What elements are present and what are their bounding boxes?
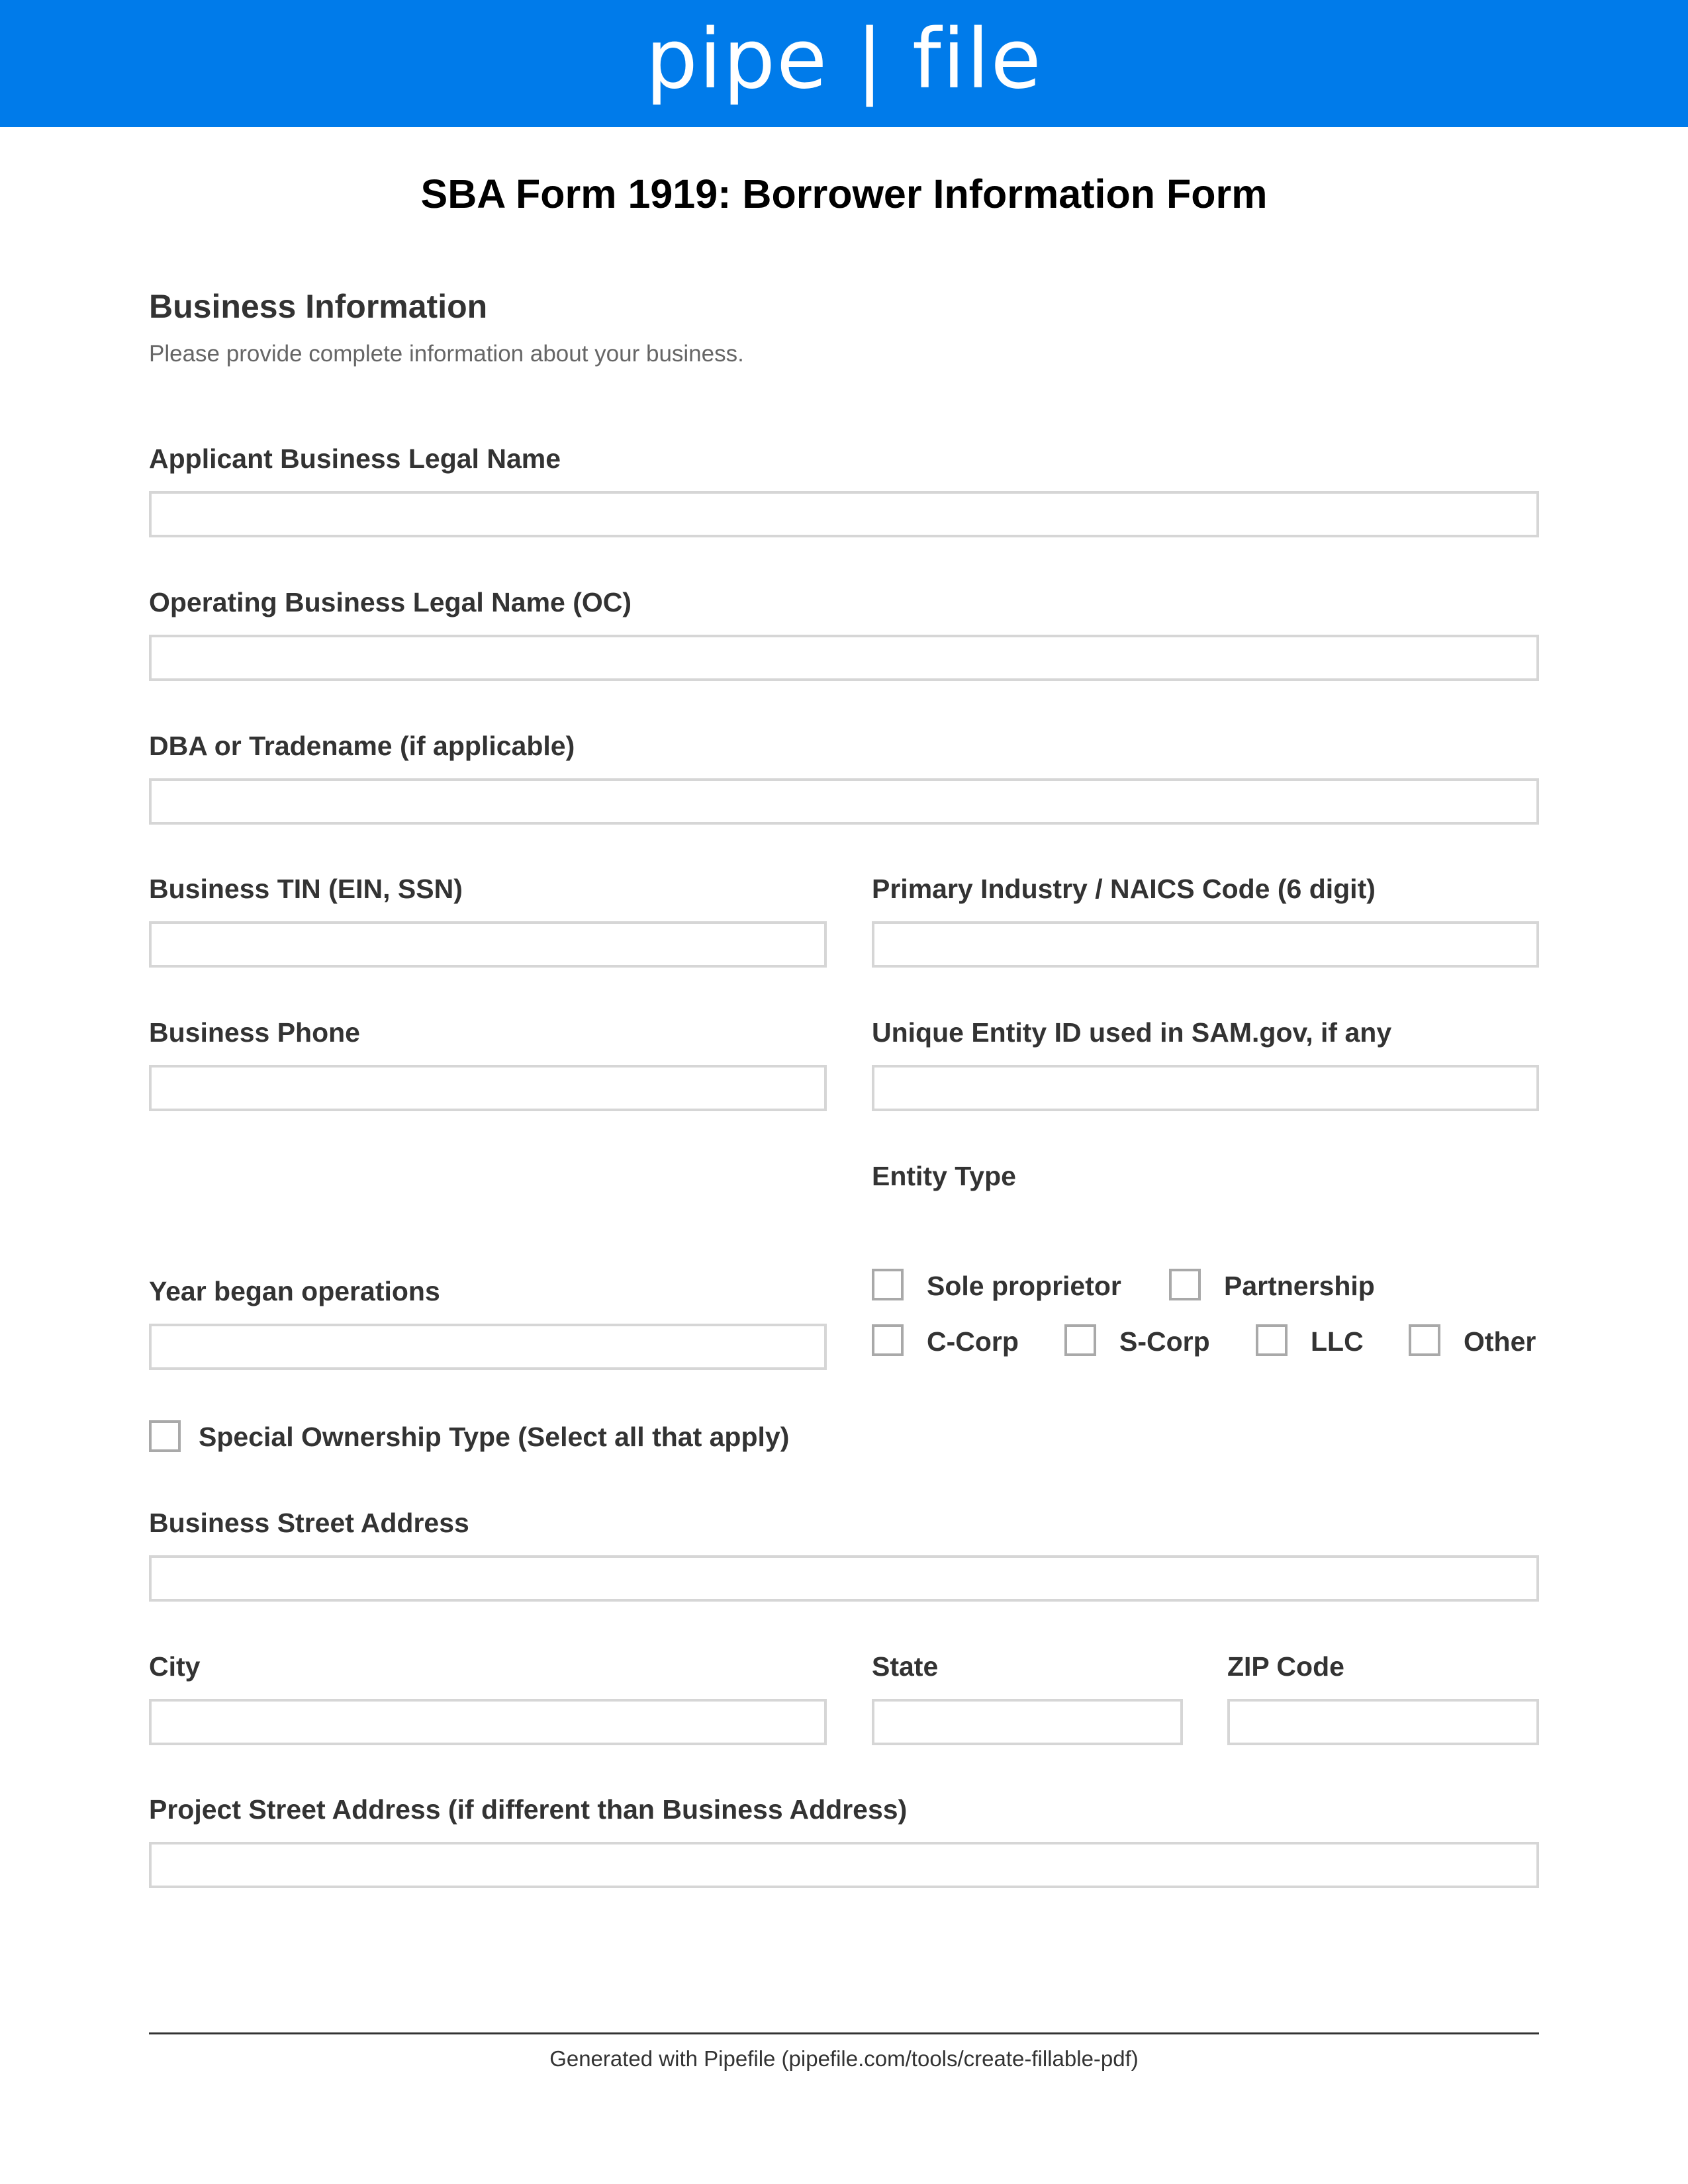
business-phone-label: Business Phone [149,1017,360,1048]
business-tin-label: Business TIN (EIN, SSN) [149,874,463,904]
unique-entity-id-label: Unique Entity ID used in SAM.gov, if any [872,1017,1392,1048]
city-field[interactable] [149,1699,827,1745]
entity-type-s-corp-checkbox[interactable] [1064,1324,1096,1356]
project-street-address-field[interactable] [149,1842,1539,1888]
business-street-address-field[interactable] [149,1555,1539,1602]
dba-tradename-label: DBA or Tradename (if applicable) [149,731,575,761]
operating-business-legal-name-field[interactable] [149,635,1539,681]
entity-type-c-corp-checkbox[interactable] [872,1324,904,1356]
applicant-business-legal-name-label: Applicant Business Legal Name [149,443,561,474]
state-field[interactable] [872,1699,1183,1745]
special-ownership-label: Special Ownership Type (Select all that apply) [199,1422,790,1452]
business-phone-field[interactable] [149,1065,827,1111]
zip-code-label: ZIP Code [1227,1651,1344,1682]
entity-type-llc-checkbox[interactable] [1256,1324,1288,1356]
section-subtitle: Please provide complete information about your business. [149,341,744,367]
naics-code-field[interactable] [872,921,1539,968]
business-street-address-label: Business Street Address [149,1508,469,1538]
state-label: State [872,1651,939,1682]
operating-business-legal-name-label: Operating Business Legal Name (OC) [149,587,632,617]
entity-type-c-corp-label: C-Corp [927,1326,1019,1357]
project-street-address-label: Project Street Address (if different than Business Address) [149,1794,908,1825]
entity-type-partnership-checkbox[interactable] [1169,1269,1201,1300]
special-ownership-checkbox[interactable] [149,1420,181,1452]
entity-type-s-corp-label: S-Corp [1119,1326,1210,1357]
entity-type-sole-proprietor-checkbox[interactable] [872,1269,904,1300]
entity-type-sole-proprietor-label: Sole proprietor [927,1271,1121,1301]
entity-type-partnership-label: Partnership [1224,1271,1375,1301]
footer-text: Generated with Pipefile (pipefile.com/tools/create-fillable-pdf) [549,2046,1139,2071]
entity-type-other-checkbox[interactable] [1409,1324,1440,1356]
city-label: City [149,1651,201,1682]
business-tin-field[interactable] [149,921,827,968]
entity-type-llc-label: LLC [1311,1326,1364,1357]
applicant-business-legal-name-field[interactable] [149,491,1539,537]
year-began-operations-label: Year began operations [149,1276,440,1306]
entity-type-label: Entity Type [872,1161,1016,1191]
unique-entity-id-field[interactable] [872,1065,1539,1111]
footer-divider [149,2032,1539,2034]
naics-code-label: Primary Industry / NAICS Code (6 digit) [872,874,1376,904]
entity-type-other-label: Other [1464,1326,1536,1357]
form-title: SBA Form 1919: Borrower Information Form [420,171,1268,216]
year-began-operations-field[interactable] [149,1324,827,1370]
zip-code-field[interactable] [1227,1699,1539,1745]
brand-logo: pipe | file [645,12,1043,107]
section-title: Business Information [149,288,488,325]
dba-tradename-field[interactable] [149,778,1539,825]
